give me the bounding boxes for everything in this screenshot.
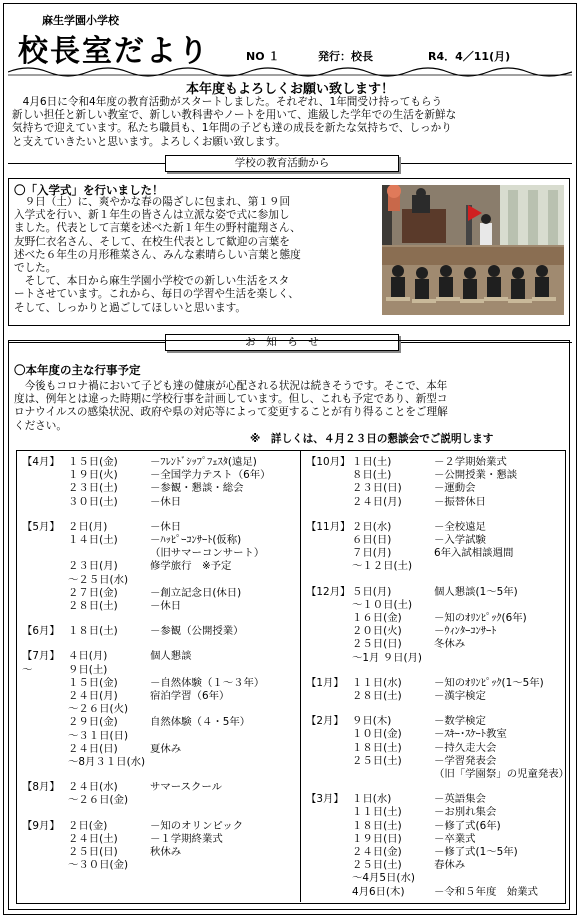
schedule-row	[306, 846, 518, 858]
schedule-date: １９日(火)	[68, 469, 118, 482]
schedule-row	[22, 859, 150, 871]
school-name: 麻生学園小学校	[42, 14, 119, 27]
schedule-event: －ｳｨﾝﾀｰｺﾝｻｰﾄ	[434, 625, 497, 638]
schedule-date: ～２５日(水)	[68, 573, 129, 586]
text-line: ートさせています。これから、毎日の学習や生活を楽しく、	[14, 288, 299, 301]
schedule-month: 【8月】	[22, 781, 60, 794]
schedule-date: ９日(木)	[352, 715, 392, 728]
schedule-month: 【12月】	[306, 585, 351, 598]
text-line: 友野仁衣名さん、そして、在校生代表として歓迎の言葉を	[14, 235, 290, 248]
schedule-note: ※ 詳しくは、４月２３日の懇談会でご説明します	[250, 433, 494, 445]
schedule-row	[306, 612, 527, 624]
schedule-row	[22, 574, 150, 586]
schedule-row	[306, 715, 486, 727]
schedule-month: 【11月】	[306, 520, 351, 533]
schedule-event: －振替休日	[434, 495, 486, 508]
schedule-date: ６日(日)	[352, 534, 392, 546]
schedule-date: ２０日(火)	[352, 625, 402, 638]
schedule-month: 【3月】	[306, 793, 344, 806]
schedule-date: ２８日(土)	[352, 690, 402, 702]
schedule-event: 冬休み	[434, 638, 466, 651]
entrance-ceremony-photo	[382, 185, 564, 315]
schedule-row	[22, 664, 150, 676]
schedule-date: １日(土)	[352, 456, 392, 468]
text-line: でした。	[14, 262, 57, 275]
schedule-row	[22, 469, 271, 481]
schedule-row	[22, 482, 244, 494]
schedule-row	[22, 534, 241, 546]
schedule-event: －公開授業・懇談	[434, 469, 518, 482]
schedule-row	[22, 730, 150, 742]
schedule-event: －数学検定	[434, 715, 486, 728]
schedule-row	[22, 743, 181, 755]
schedule-row	[22, 677, 264, 689]
schedule-month: 【9月】	[22, 819, 60, 832]
schedule-date: １８日(土)	[352, 741, 402, 754]
schedule-event: －卒業式	[434, 832, 476, 845]
schedule-date: １０日(金)	[352, 728, 402, 741]
section-heading-schedule: 〇本年度の主な行事予定	[14, 363, 141, 377]
section-bar-notices: お 知 ら せ	[165, 334, 399, 351]
schedule-month: 【2月】	[306, 715, 344, 728]
schedule-row	[22, 756, 150, 768]
intro-line: 新しい担任と新しい教室で、新しい教科書やノートを用いて、進級した学年での生活を新鮮な	[12, 109, 457, 122]
schedule-row	[22, 587, 241, 599]
schedule-row	[306, 599, 434, 611]
schedule-row	[306, 547, 513, 559]
intro-text	[12, 96, 572, 149]
schedule-event: －参観（公開授業）	[150, 625, 244, 638]
schedule-row	[22, 650, 192, 662]
schedule-event: －お別れ集会	[434, 806, 497, 819]
schedule-event: －休日	[150, 520, 182, 533]
schedule-row	[306, 560, 434, 572]
schedule-date: ２日(月)	[68, 520, 108, 533]
schedule-row	[22, 496, 181, 508]
schedule-row	[22, 456, 257, 468]
schedule-date: １５日(金)	[68, 676, 118, 689]
schedule-row	[306, 742, 496, 754]
schedule-month: 【1月】	[306, 676, 344, 689]
schedule-row	[306, 652, 434, 664]
schedule-row	[306, 859, 465, 871]
schedule-event: 個人懇談(1～5年)	[434, 585, 518, 598]
schedule-date: ７日(月)	[352, 547, 392, 560]
schedule-event: 個人懇談	[150, 650, 192, 663]
schedule-date: ２４日(土)	[68, 832, 118, 845]
schedule-event: （旧サマーコンサート）	[150, 547, 265, 560]
schedule-event: 春休み	[434, 859, 466, 872]
section-bar-activities: 学校の教育活動から	[165, 155, 399, 172]
schedule-row	[22, 820, 243, 832]
text-line: そして、本日から麻生学園小学校での新しい生活をスタ	[14, 275, 290, 288]
schedule-row	[306, 469, 517, 481]
schedule-row	[306, 677, 544, 689]
schedule-date: ～1月 ９日(月)	[352, 651, 422, 664]
schedule-date: ２５日(土)	[352, 859, 402, 872]
schedule-event: －全校遠足	[434, 520, 486, 533]
schedule-date: ２４日(月)	[352, 495, 402, 508]
schedule-date: ２４日(水)	[68, 781, 118, 794]
schedule-row	[306, 833, 476, 845]
text-line: ロナウイルスの感染状況、政府や県の対応等によって変更することが有り得ることをご理解	[14, 406, 448, 419]
text-line: そして、しっかりと過ごしてほしいと思います。	[14, 301, 247, 314]
schedule-row	[306, 886, 538, 898]
text-line: ９日（土）に、爽やかな春の陽ざしに包まれ、第１９回	[14, 196, 291, 208]
schedule-event: －休日	[150, 600, 182, 612]
schedule-row	[22, 690, 229, 702]
schedule-date: ～4月5日(水)	[352, 872, 415, 885]
schedule-date: ２９日(金)	[68, 716, 118, 729]
schedule-row	[306, 820, 501, 832]
schedule-date: ２８日(土)	[68, 600, 118, 612]
schedule-event: －参観・懇談・総会	[150, 482, 244, 495]
schedule-row	[22, 781, 222, 793]
schedule-date: ～１０日(土)	[352, 598, 413, 611]
schedule-event: －漢字検定	[434, 690, 486, 702]
schedule-row	[306, 482, 476, 494]
schedule-event: サマースクール	[150, 781, 223, 794]
schedule-row	[306, 521, 486, 533]
schedule-event: －全国学力テスト（6年）	[150, 469, 271, 482]
headline: 本年度もよろしくお願い致します！	[185, 82, 394, 97]
schedule-date: ２４日(金)	[352, 846, 402, 858]
schedule-row	[22, 833, 223, 845]
schedule-month: 【6月】	[22, 625, 60, 638]
schedule-event: －令和５年度 始業式	[434, 885, 538, 898]
schedule-date: ８日(土)	[352, 469, 392, 482]
schedule-date: １８日(土)	[352, 819, 402, 832]
schedule-row	[306, 586, 518, 598]
schedule-date: ～２６日(金)	[68, 794, 129, 807]
schedule-event: 修学旅行 ※予定	[150, 560, 232, 573]
schedule-row	[306, 638, 465, 650]
intro-line: と支えていきたいと思います。よろしくお願い致します。	[12, 135, 286, 148]
schedule-divider	[300, 450, 301, 902]
schedule-event: －ｽｷｰ･ｽｹｰﾄ教室	[434, 728, 507, 741]
schedule-date: ～３０日(金)	[68, 859, 129, 872]
schedule-event: －自然体験（１～３年）	[150, 676, 265, 689]
schedule-date: ２３日(土)	[68, 482, 118, 495]
intro-line: 4月6日に令和4年度の教育活動がスタートしました。それぞれ、1年間受け持ってもらう	[12, 96, 443, 108]
issue-number: NO １	[246, 50, 280, 63]
schedule-event: －２学期始業式	[434, 456, 507, 468]
schedule-month: 【10月】	[306, 456, 351, 468]
text-line: 今後もコロナ禍において子ども達の健康が心配される状況は続きそうです。そこで、本年	[14, 380, 448, 392]
schedule-row	[306, 728, 507, 740]
schedule-row	[22, 547, 264, 559]
schedule-row	[306, 625, 496, 637]
section-heading-entrance: 〇「入学式」を行いました！	[14, 183, 164, 197]
schedule-date: １１日(土)	[352, 806, 402, 819]
schedule-event: －知のｵﾘﾝﾋﾟｯｸ(1～5年)	[434, 676, 544, 689]
schedule-date: １８日(土)	[68, 625, 118, 638]
schedule-row	[22, 600, 181, 612]
schedule-event: 自然体験（４・5年）	[150, 716, 251, 729]
schedule-date: ２４日(月)	[68, 690, 118, 702]
intro-line: 気持ちで迎えています。私たち職員も、1年間の子ども達の成長を新たな気持ちで、しっかり	[12, 122, 452, 135]
text-line: 述べた６年生の月形稚菜さん、みんな素晴らしい言葉と態度	[14, 248, 301, 261]
schedule-date: ２４日(日)	[68, 742, 118, 755]
text-line: 入学式を行い、新１年生の皆さんは立派な姿で式に参加し	[14, 209, 290, 222]
schedule-row	[306, 806, 496, 818]
schedule-date: １９日(日)	[352, 832, 402, 845]
schedule-month: ～	[22, 663, 33, 676]
schedule-right-column	[306, 456, 570, 900]
schedule-row	[22, 716, 250, 728]
schedule-row	[22, 846, 181, 858]
schedule-date: １１日(水)	[352, 676, 402, 689]
schedule-date: ２７日(金)	[68, 586, 118, 599]
schedule-date: ～３１日(日)	[68, 729, 129, 742]
schedule-row	[22, 521, 181, 533]
schedule-event: －修了式(6年)	[434, 819, 501, 832]
schedule-event: －持久走大会	[434, 741, 497, 754]
schedule-event: －学習発表会	[434, 754, 497, 767]
schedule-event: －創立記念日(休日)	[150, 586, 242, 599]
schedule-event: －１学期終業式	[150, 832, 223, 845]
schedule-event: －運動会	[434, 482, 476, 495]
schedule-row	[306, 768, 569, 780]
schedule-row	[306, 872, 434, 884]
newsletter-title: 校長室だより	[18, 34, 210, 69]
schedule-row	[22, 794, 150, 806]
schedule-event: －休日	[150, 495, 182, 508]
schedule-date: ３０日(土)	[68, 495, 118, 508]
schedule-date: ２３日(月)	[68, 560, 118, 573]
schedule-date: １日(水)	[352, 793, 392, 806]
schedule-event: －ﾊｯﾋﾟｰｺﾝｻｰﾄ(仮称)	[150, 534, 242, 546]
schedule-row	[306, 755, 496, 767]
schedule-date: 4月6日(木)	[352, 885, 405, 898]
issue-date: R4．4／11(月)	[428, 50, 511, 63]
publisher: 発行：校長	[318, 50, 373, 63]
schedule-date: ～１２日(土)	[352, 560, 413, 573]
schedule-intro-text	[14, 380, 566, 433]
schedule-date: １６日(金)	[352, 612, 402, 624]
schedule-month: 【5月】	[22, 520, 60, 533]
schedule-row	[22, 703, 150, 715]
text-line: 度は、例年とは違った時期に学校行事を計画しています。但し、これも予定であり、新型コ	[14, 393, 448, 406]
schedule-date: １５日(金)	[68, 456, 118, 468]
schedule-date: ～8月３１日(水)	[68, 756, 146, 768]
schedule-date: ５日(月)	[352, 585, 392, 598]
schedule-event: （旧「学園祭」の児童発表）	[434, 768, 570, 780]
entrance-text	[14, 196, 380, 315]
text-line: ください。	[14, 419, 67, 432]
schedule-row	[306, 456, 507, 468]
schedule-row	[306, 690, 486, 702]
text-line: ました。代表として言葉を述べた新１年生の野村龍翔さん、	[14, 222, 301, 235]
schedule-event: －修了式(1～5年)	[434, 846, 518, 858]
schedule-date: ９日(土)	[68, 663, 108, 676]
schedule-event: 6年入試相談週間	[434, 547, 514, 560]
schedule-event: 夏休み	[150, 742, 182, 755]
schedule-event: －知のオリンピック	[150, 819, 244, 832]
schedule-event: －入学試験	[434, 534, 486, 546]
schedule-date: ２３日(日)	[352, 482, 402, 495]
header-wave-line	[8, 62, 572, 78]
schedule-month: 【7月】	[22, 650, 60, 663]
schedule-date: ２５日(日)	[68, 846, 118, 858]
schedule-date: ２日(金)	[68, 819, 108, 832]
schedule-left-column	[22, 456, 296, 900]
schedule-date: ～２６日(火)	[68, 703, 129, 716]
schedule-row	[22, 625, 244, 637]
schedule-date: ２日(水)	[352, 520, 392, 533]
schedule-event: －ﾌﾚﾝﾄﾞｼｯﾌﾟﾌｪｽﾀ(遠足)	[150, 456, 257, 468]
schedule-event: －知のｵﾘﾝﾋﾟｯｸ(6年)	[434, 612, 527, 624]
schedule-date: ２５日(日)	[352, 638, 402, 651]
schedule-row	[306, 496, 486, 508]
schedule-date: ４日(月)	[68, 650, 108, 663]
schedule-row	[306, 793, 486, 805]
schedule-date: ２５日(土)	[352, 754, 402, 767]
schedule-month: 【4月】	[22, 456, 60, 468]
schedule-event: 宿泊学習（6年）	[150, 690, 230, 702]
schedule-row	[306, 534, 486, 546]
schedule-date: １４日(土)	[68, 534, 118, 546]
schedule-row	[22, 560, 231, 572]
schedule-event: 秋休み	[150, 846, 182, 858]
schedule-event: －英語集会	[434, 793, 486, 806]
